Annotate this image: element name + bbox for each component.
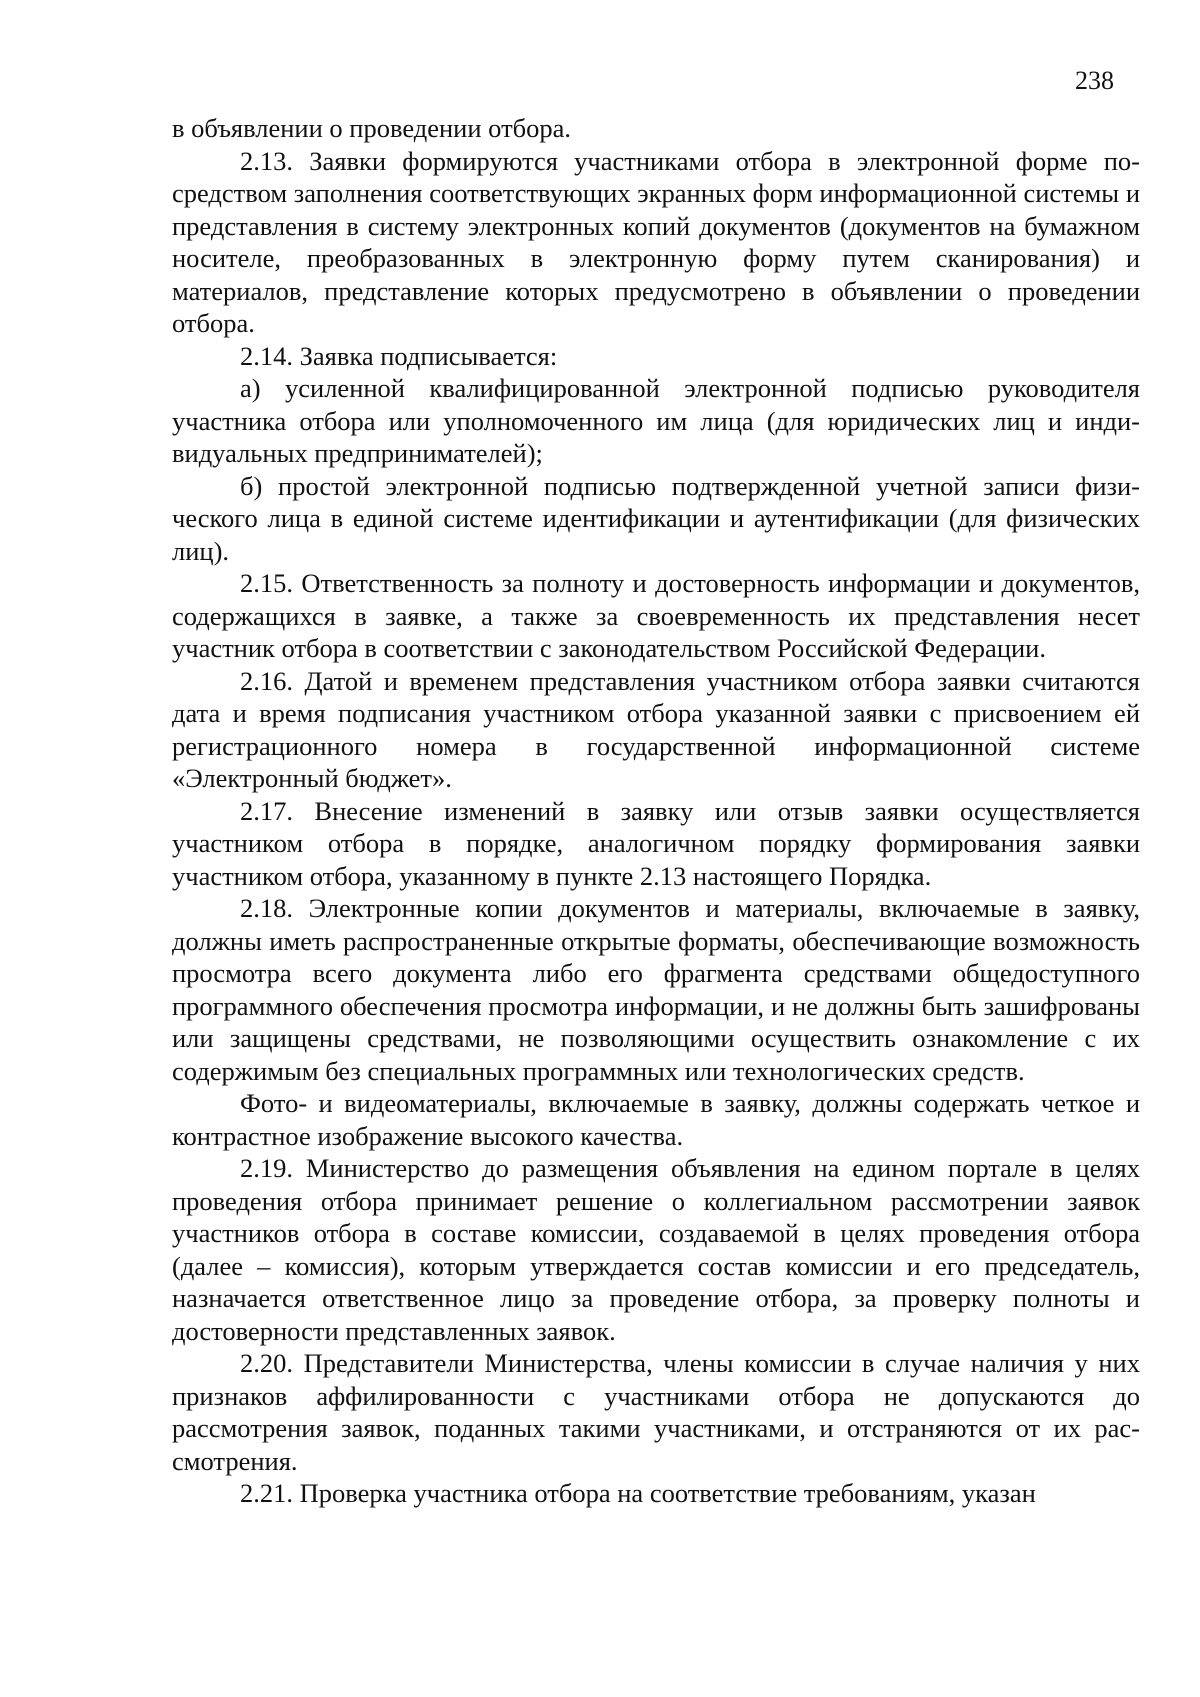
paragraph-2-20: 2.20. Представители Министерства, члены комиссии в случае наличия у них признаков аффилированности с участниками отбора не допускаются до рассмотрения заявок, поданных такими участниками, и отстраняются от их рассмотрения. (172, 1348, 1140, 1476)
paragraph-2-14: 2.14. Заявка подписывается: (240, 340, 558, 371)
paragraph-2-13: 2.13. Заявки формируются участниками отбора в электронной форме посредством заполнения соответствующих экранных форм информационной системы и представления в систему электронных копий документов (документов на бумажном носителе, преобразованных в электронную форму путем сканирования) и материалов, представление которых предусмотрено в объявлении о проведении отбора. (172, 145, 1140, 338)
paragraph-2-14-b: б) простой электронной подписью подтвержденной учетной записи физического лица в единой системе идентификации и аутентификации (для физических лиц). (172, 470, 1140, 566)
paragraph-2-14-a: а) усиленной квалифицированной электронной подписью руководителя участника отбора или уполномоченного им лица (для юридических лиц и индивидуальных предпринимателей); (172, 373, 1140, 468)
page-number: 238 (1075, 66, 1114, 95)
paragraph-2-19: 2.19. Министерство до размещения объявления на едином портале в целях проведения отбора принимает решение о коллегиальном рассмотрении заявок участников отбора в составе комиссии, создаваемой в целях проведения отбора (далее – комиссия), которым утверждается состав комиссии и его председатель, назначается ответственное лицо за проведение отбора, за проверку полноты и достоверности представленных заявок. (172, 1153, 1140, 1346)
paragraph-2-16: 2.16. Датой и временем представления участником отбора заявки считаются дата и время подписания участником отбора указанной заявки с присвоением ей регистрационного номера в государственной информационной системе «Электронный бюджет». (172, 665, 1140, 793)
paragraph-2-17: 2.17. Внесение изменений в заявку или отзыв заявки осуществляется участником отбора в порядке, аналогичном порядку формирования заявки участником отбора, указанному в пункте 2.13 настоящего Порядка. (172, 795, 1140, 891)
paragraph-photo-video: Фото- и видеоматериалы, включаемые в заявку, должны содержать четкое и контрастное изображение высокого качества. (172, 1088, 1140, 1151)
paragraph-2-18: 2.18. Электронные копии документов и материалы, включаемые в заявку, должны иметь распространенные открытые форматы, обеспечивающие возможность просмотра всего документа либо его фрагмента средствами общедоступного программного обеспечения просмотра информации, и не должны быть зашифрованы или защищены средствами, не позволяющими осуществить ознакомление с их содержимым без специальных программных или технологических средств. (172, 893, 1140, 1086)
paragraph-2-21: 2.21. Проверка участника отбора на соответствие требованиям, указан (240, 1478, 1036, 1508)
document-body (172, 112, 1140, 1510)
paragraph-2-15: 2.15. Ответственность за полноту и достоверность информации и документов, содержащихся в заявке, а также за своевременность их представления несет участник отбора в соответствии с законодательством Российской Федерации. (172, 568, 1140, 663)
paragraph: в объявлении о проведении отбора. (172, 113, 572, 143)
